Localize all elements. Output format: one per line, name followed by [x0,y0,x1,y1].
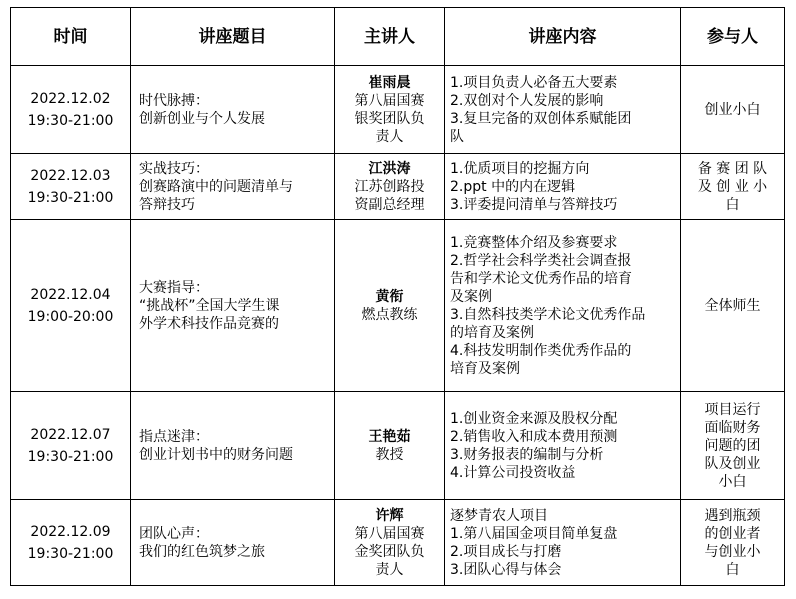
header-content: 讲座内容 [445,8,681,66]
speaker-cell [335,154,445,220]
header-audience: 参与人 [681,8,785,66]
table-row [11,154,785,220]
speaker-name: 许辉 [375,507,404,524]
speaker-name: 江洪涛 [368,160,411,177]
date: 2022.12.07 [30,426,111,443]
title-line: 创业计划书中的财务问题 [139,446,293,463]
date: 2022.12.02 [30,90,111,107]
speaker-name: 王艳茹 [368,428,411,445]
title-cell [131,66,335,154]
audience-line: 队及创业 [704,455,761,472]
time-cell [11,500,131,586]
content-cell [445,392,681,500]
speaker-cell [335,500,445,586]
audience-line: 及 创 业 小 [697,178,768,195]
title-line: 答辩技巧 [139,196,195,213]
title-line: 时代脉搏： [139,92,209,109]
date: 2022.12.03 [30,167,111,184]
title-cell [131,392,335,500]
audience-cell [681,392,785,500]
speaker-cell [335,392,445,500]
title-line: 外学术科技作品竞赛的 [139,315,279,332]
audience-line: 面临财务 [704,419,761,436]
content-line: 1.第八届国金项目简单复盘 [450,525,618,542]
title-line: “挑战杯”全国大学生课 [139,297,280,314]
table-row [11,220,785,392]
audience-line: 白 [725,561,740,578]
title-line: 实战技巧： [139,160,209,177]
content-line: 1.优质项目的挖掘方向 [450,160,590,177]
hours: 19:30-21:00 [27,545,114,562]
content-line: 逐梦青农人项目 [450,507,548,524]
speaker-role: 责人 [375,561,404,578]
content-cell [445,500,681,586]
speaker-cell [335,220,445,392]
content-line: 3.评委提问清单与答辩技巧 [450,196,618,213]
audience-line: 的创业者 [704,525,761,542]
content-line: 4.科技发明制作类优秀作品的 [450,342,632,359]
speaker-role: 燃点教练 [361,306,418,323]
table-row [11,392,785,500]
speaker-cell [335,66,445,154]
title-line: 创赛路演中的问题清单与 [139,178,293,195]
speaker-role: 第八届国赛 [354,525,425,542]
speaker-role: 江苏创路投 [354,178,425,195]
content-line: 3.自然科技类学术论文优秀作品 [450,306,646,323]
audience-line: 项目运行 [704,401,761,418]
audience-line: 小白 [718,473,747,490]
title-line: 指点迷津： [139,428,209,445]
audience-cell: 全体师生 [681,220,785,392]
speaker-role: 责人 [375,128,404,145]
hours: 19:30-21:00 [27,448,114,465]
audience-line: 问题的团 [704,437,761,454]
header-time: 时间 [11,8,131,66]
content-line: 的培育及案例 [450,324,534,341]
content-line: 1.项目负责人必备五大要素 [450,74,618,91]
speaker-role: 金奖团队负 [354,543,425,560]
content-line: 4.计算公司投资收益 [450,464,576,481]
hours: 19:30-21:00 [27,189,114,206]
content-line: 3.财务报表的编制与分析 [450,446,604,463]
title-cell [131,154,335,220]
content-line: 2.项目成长与打磨 [450,543,562,560]
speaker-role: 第八届国赛 [354,92,425,109]
time-cell [11,66,131,154]
time-cell [11,154,131,220]
time-cell [11,220,131,392]
title-cell [131,500,335,586]
speaker-name: 黄衔 [375,288,404,305]
content-cell [445,154,681,220]
speaker-name: 崔雨晨 [368,74,411,91]
content-line: 2.哲学社会科学类社会调查报 [450,252,632,269]
hours: 19:30-21:00 [27,112,114,129]
content-line: 培育及案例 [450,360,520,377]
content-cell [445,220,681,392]
time-cell [11,392,131,500]
content-line: 3.团队心得与体会 [450,561,562,578]
title-cell [131,220,335,392]
audience-cell: 创业小白 [681,66,785,154]
content-line: 告和学术论文优秀作品的培育 [450,270,632,287]
title-line: 我们的红色筑梦之旅 [139,543,265,560]
content-line: 1.创业资金来源及股权分配 [450,410,618,427]
header-title: 讲座题目 [131,8,335,66]
content-line: 2.ppt 中的内在逻辑 [450,178,576,195]
title-line: 大赛指导： [139,279,209,296]
table-row [11,500,785,586]
content-cell [445,66,681,154]
audience-line: 与创业小 [704,543,761,560]
date: 2022.12.09 [30,523,111,540]
speaker-role: 资副总经理 [354,196,425,213]
header-speaker: 主讲人 [335,8,445,66]
audience-cell [681,154,785,220]
title-line: 创新创业与个人发展 [139,110,265,127]
content-line: 3.复旦完备的双创体系赋能团 [450,110,632,127]
audience-line: 白 [725,196,740,213]
date: 2022.12.04 [30,286,111,303]
speaker-role: 银奖团队负 [354,110,425,127]
content-line: 1.竞赛整体介绍及参赛要求 [450,234,618,251]
audience-line: 备 赛 团 队 [697,160,768,177]
audience-line: 遇到瓶颈 [704,507,761,524]
hours: 19:00-20:00 [27,308,114,325]
content-line: 及案例 [450,288,492,305]
table-row [11,66,785,154]
content-line: 2.销售收入和成本费用预测 [450,428,618,445]
audience-cell [681,500,785,586]
header-row [11,8,785,66]
speaker-role: 教授 [375,446,404,463]
title-line: 团队心声： [139,525,209,542]
content-line: 2.双创对个人发展的影响 [450,92,604,109]
content-line: 队 [450,128,464,145]
lecture-schedule-table [10,7,785,586]
